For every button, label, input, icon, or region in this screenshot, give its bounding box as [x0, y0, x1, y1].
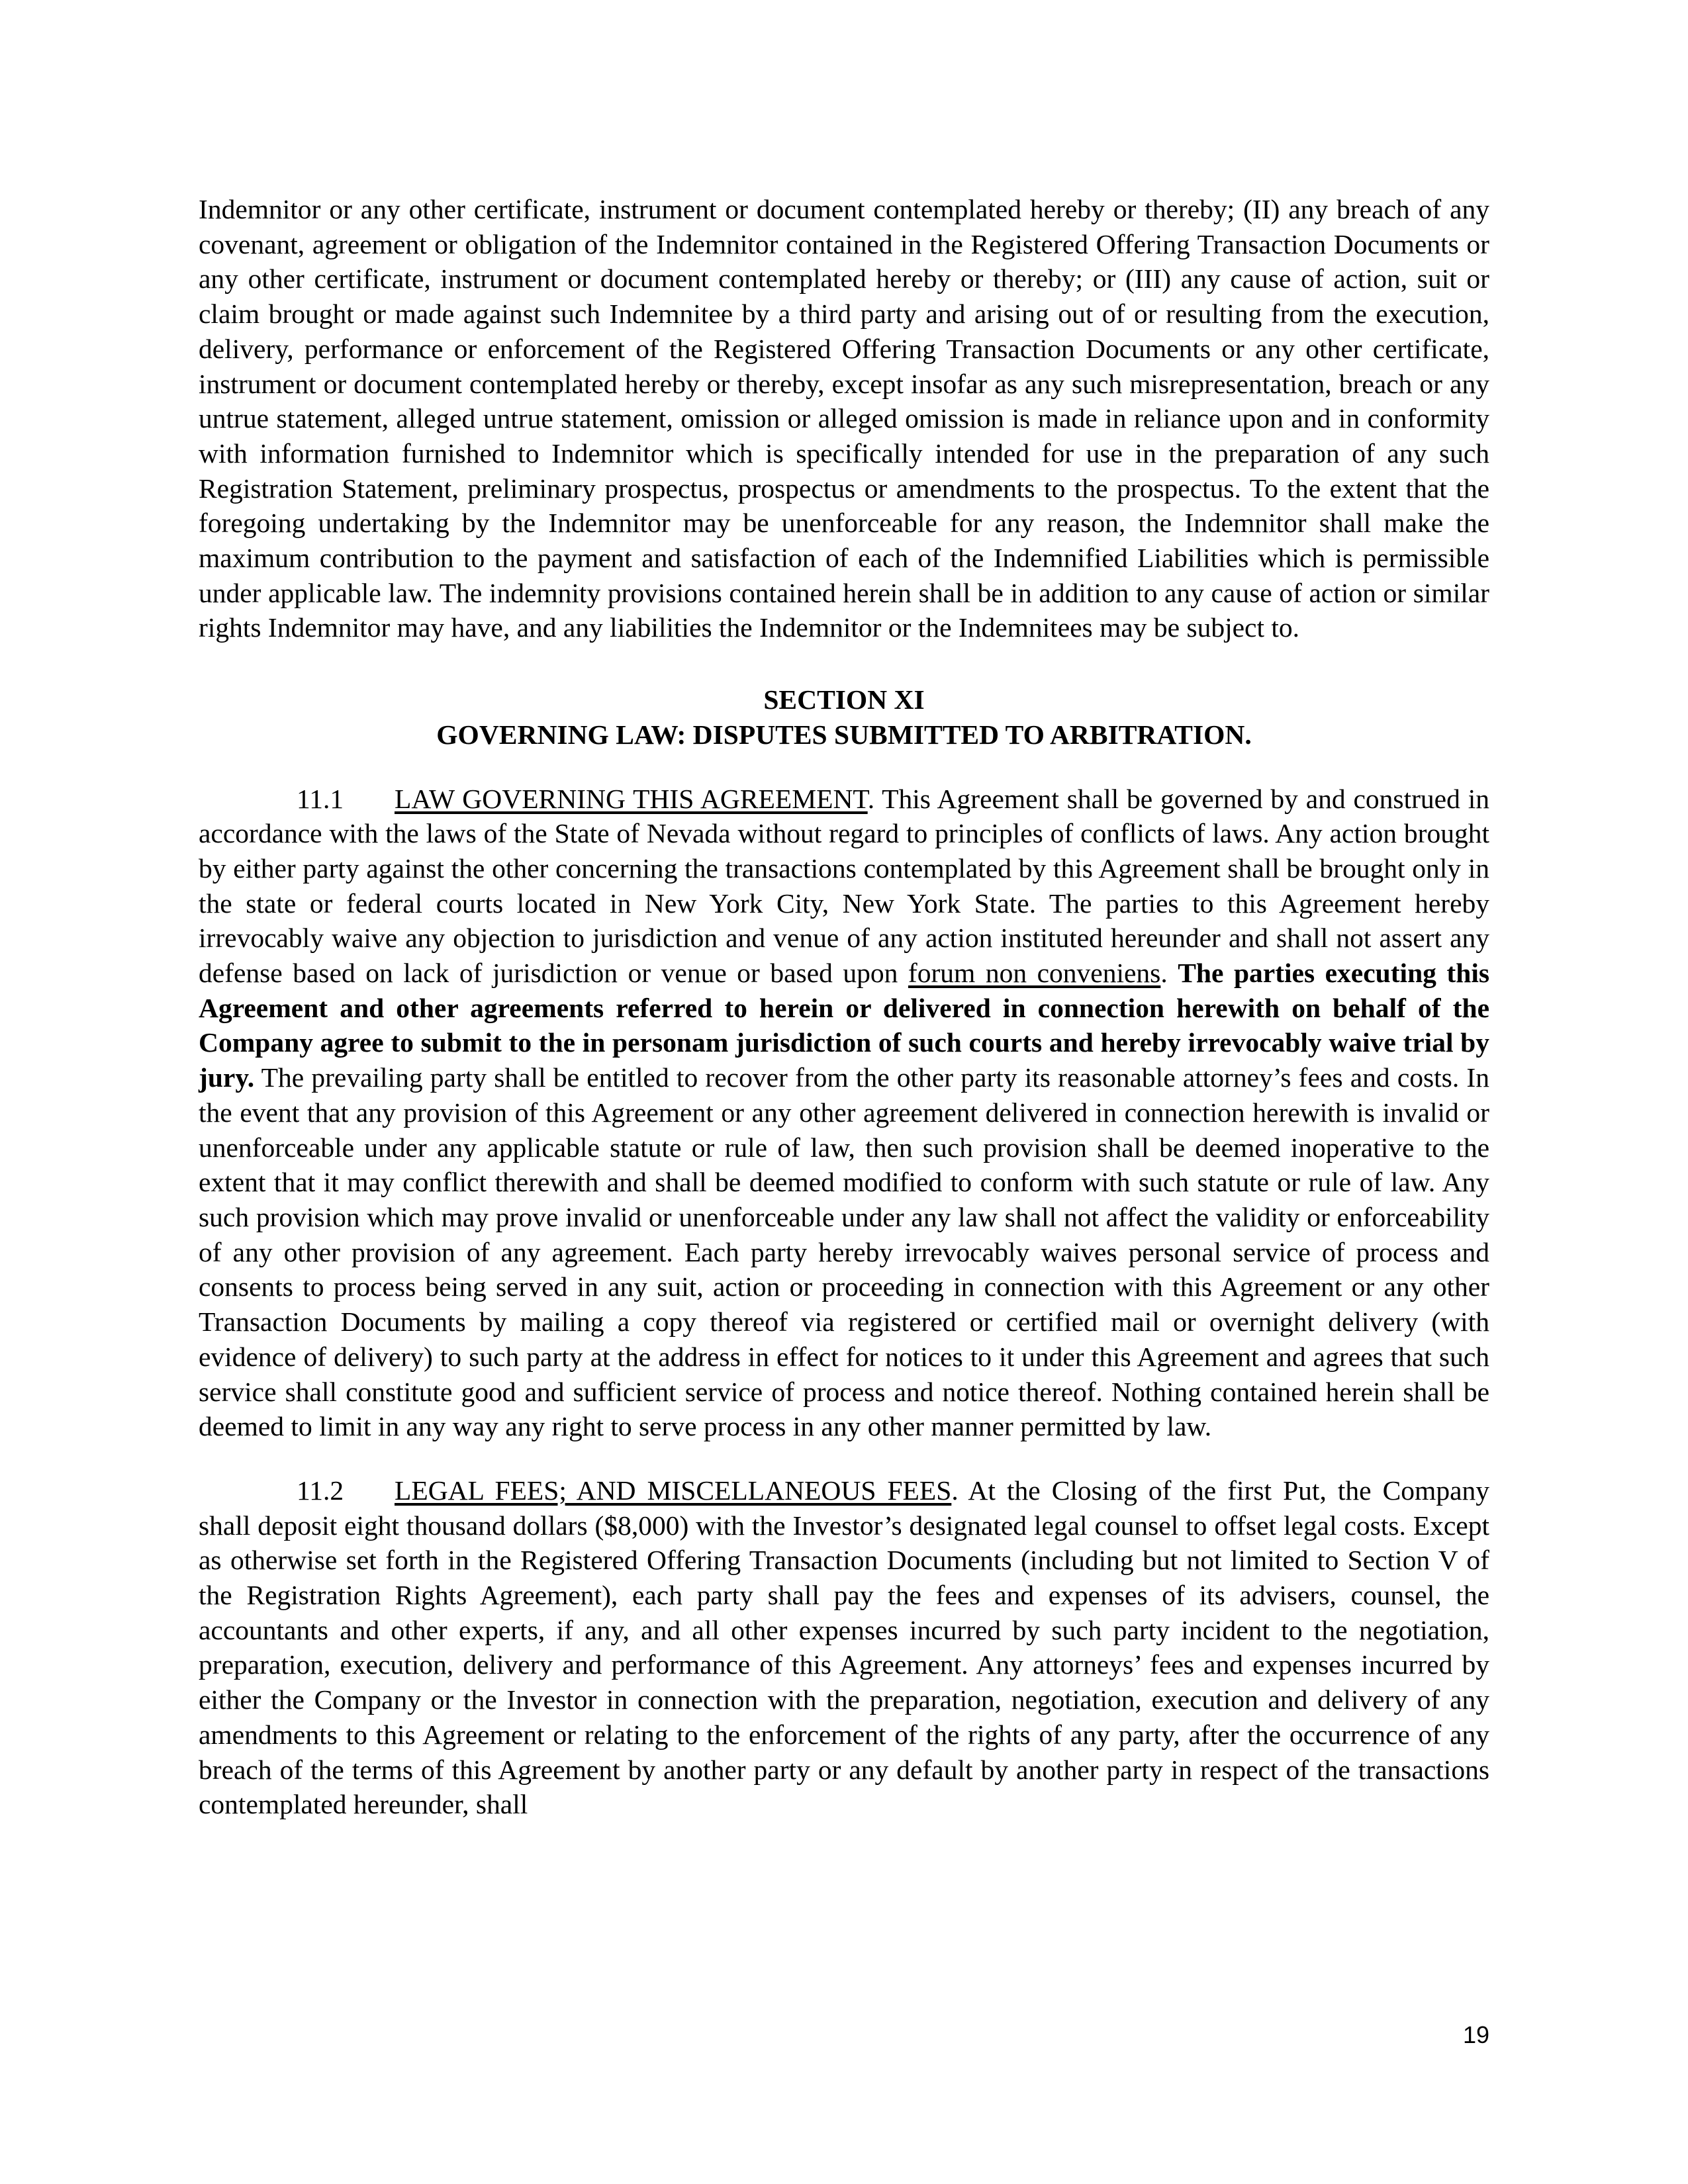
continuation-paragraph: Indemnitor or any other certificate, instrument or document contemplated hereby or thereby; (II) any breach of any covenant, agreement or obligation of the Indemnitor contained in the Registered Offering Transaction Documents or any other certificate, instrument or document contemplated hereby or thereby; or (III) any cause of action, suit or claim brought or made against such Indemnitee by a third party and arising out of or resulting from the execution, delivery, performance or enforcement of the Registered Offering Transaction Documents or any other certificate, instrument or document contemplated hereby or thereby, except insofar as any such misrepresentation, breach or any untrue statement, alleged untrue statement, omission or alleged omission is made in reliance upon and in conformity with information furnished to Indemnitor which is specifically intended for use in the preparation of any such Registration Statement, preliminary prospectus, prospectus or amendments to the prospectus. To the extent that the foregoing undertaking by the Indemnitor may be unenforceable for any reason, the Indemnitor shall make the maximum contribution to the payment and satisfaction of each of the Indemnified Liabilities which is permissible under applicable law. The indemnity provisions contained herein shall be in addition to any cause of action or similar rights Indemnitor may have, and any liabilities the Indemnitor or the Indemnitees may be subject to.	[199, 194, 1489, 643]
clause-11-1-paragraph	[199, 782, 1489, 1444]
section-title-heading: GOVERNING LAW: DISPUTES SUBMITTED TO ARBITRATION.	[436, 719, 1252, 750]
clause-11-1-text-a: This Agreement shall be governed by and construed in accordance with the laws of the State of Nevada without regard to principles of conflicts of laws. Any action brought by either party against the other concerning the transactions contemplated by this Agreement shall be brought only in the state or federal courts located in New York City, New York State. The parties to this Agreement hereby irrevocably waive any objection to jurisdiction and venue of any action instituted hereunder and shall not assert any defense based on lack of jurisdiction or venue or based upon	[199, 783, 1489, 989]
section-number-heading: SECTION XI	[763, 684, 925, 715]
clause-11-1-text-b: .	[1160, 958, 1178, 989]
document-page	[199, 192, 1489, 1822]
clause-11-2-title: LEGAL FEES; AND MISCELLANEOUS FEES	[395, 1475, 952, 1506]
clause-11-1-title: LAW GOVERNING THIS AGREEMENT	[395, 783, 868, 814]
clause-11-2-text: At the Closing of the first Put, the Company shall deposit eight thousand dollars ($8,000) with the Investor’s designated legal counsel to offset legal costs. Except as otherwise set forth in the Registered Offering Transaction Documents (including but not limited to Section V of the Registration Rights Agreement), each party shall pay the fees and expenses of its advisers, counsel, the accountants and other experts, if any, and all other expenses incurred by such party incident to the negotiation, preparation, execution, delivery and performance of this Agreement. Any attorneys’ fees and expenses incurred by either the Company or the Investor in connection with the preparation, negotiation, execution and delivery of any amendments to this Agreement or relating to the enforcement of the rights of any party, after the occurrence of any breach of the terms of this Agreement by another party or any default by another party in respect of the transactions contemplated hereunder, shall	[199, 1475, 1489, 1820]
clause-11-1-title-punct: .	[867, 783, 875, 814]
clause-11-2-title-punct: .	[951, 1475, 959, 1506]
clause-11-2-paragraph	[199, 1473, 1489, 1822]
clause-11-1-number: 11.1	[297, 783, 344, 814]
clause-11-1-latin-phrase: forum non conveniens	[908, 958, 1161, 989]
clause-11-1-bold-text: The parties executing this Agreement and other agreements referred to herein or delivered in connection herewith on behalf of the Company agree to submit to the in personam jurisdiction of such courts and hereby irrevocably waive trial by jury.	[199, 958, 1490, 1093]
clause-11-1-text-c: The prevailing party shall be entitled to recover from the other party its reasonable attorney’s fees and costs. In the event that any provision of this Agreement or any other agreement delivered in connection herewith is invalid or unenforceable under any applicable statute or rule of law, then such provision shall be deemed inoperative to the extent that it may conflict therewith and shall be deemed modified to conform with such statute or rule of law. Any such provision which may prove invalid or unenforceable under any law shall not affect the validity or enforceability of any other provision of any agreement. Each party hereby irrevocably waives personal service of process and consents to process being served in any suit, action or proceeding in connection with this Agreement or any other Transaction Documents by mailing a copy thereof via registered or certified mail or overnight delivery (with evidence of delivery) to such party at the address in effect for notices to it under this Agreement and agrees that such service shall constitute good and sufficient service of process and notice thereof. Nothing contained herein shall be deemed to limit in any way any right to serve process in any other manner permitted by law.	[199, 1062, 1489, 1442]
page-number: 19	[1462, 2021, 1489, 2048]
clause-11-2-number: 11.2	[297, 1475, 344, 1506]
